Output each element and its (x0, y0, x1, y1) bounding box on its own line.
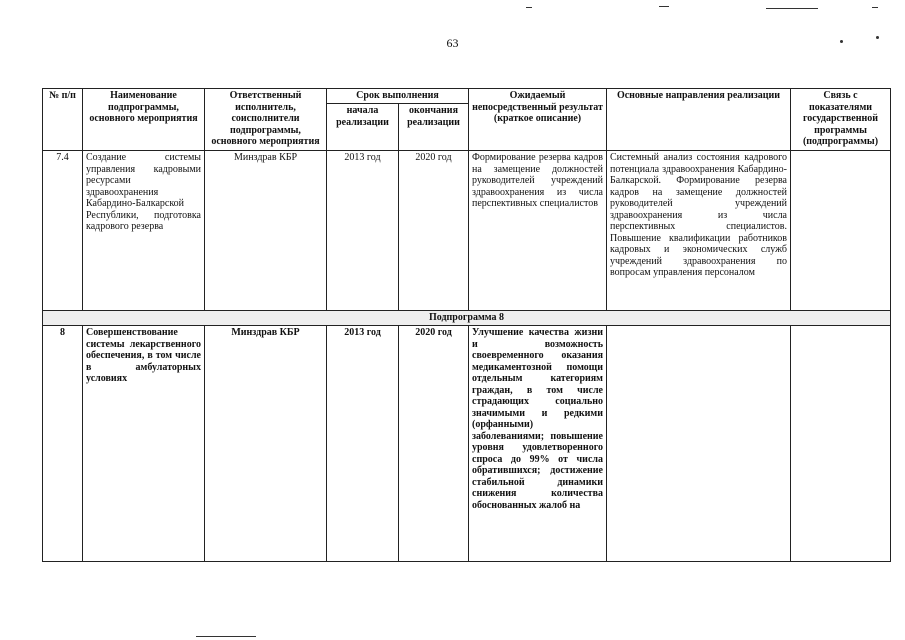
scan-mark (526, 7, 532, 8)
row-responsible: Минздрав КБР (205, 151, 327, 311)
scan-mark (659, 6, 669, 7)
row-num: 7.4 (43, 151, 83, 311)
header-name: Наименование подпрограммы, основного мероприятия (83, 89, 205, 151)
row-start: 2013 год (327, 326, 399, 562)
scan-dot (876, 36, 879, 39)
header-responsible: Ответственный исполнитель, соисполнители подпрограммы, основного мероприятия (205, 89, 327, 151)
program-table (42, 88, 891, 562)
row-link (791, 326, 891, 562)
row-end: 2020 год (399, 151, 469, 311)
row-start: 2013 год (327, 151, 399, 311)
row-num: 8 (43, 326, 83, 562)
header-start: начала реализации (327, 104, 399, 151)
row-directions: Системный анализ состояния кадрового потенциала здравоохранения Кабардино-Балкарской. Формирование резерва кадров на замещение должностей руководителей учреждений здравоохранения из числа перспективных специалистов. Повышение квалификации работников кадровых и экономических служб учреждений здравоохранения по вопросам управления персоналом (607, 151, 791, 311)
header-deadline: Срок выполнения (327, 89, 469, 104)
header-directions: Основные направления реализации (607, 89, 791, 151)
scan-dot (840, 40, 843, 43)
row-link (791, 151, 891, 311)
subprogram-title: Подпрограмма 8 (43, 311, 891, 326)
row-name: Создание системы управления кадровыми ресурсами здравоохранения Кабардино-Балкарской Республики, подготовка кадрового резерва (83, 151, 205, 311)
scan-mark (872, 7, 878, 8)
scan-mark (766, 8, 818, 9)
row-responsible: Минздрав КБР (205, 326, 327, 562)
row-directions (607, 326, 791, 562)
page-number: 63 (446, 36, 459, 50)
table-row (43, 151, 891, 311)
header-link: Связь с показателями государственной программы (подпрограммы) (791, 89, 891, 151)
subprogram-row (43, 311, 891, 326)
header-num: № п/п (43, 89, 83, 151)
row-name: Совершенствование системы лекарственного обеспечения, в том числе в амбулаторных условиях (83, 326, 205, 562)
header-result: Ожидаемый непосредственный результат (краткое описание) (469, 89, 607, 151)
scan-mark (196, 636, 256, 637)
row-result: Формирование резерва кадров на замещение должностей руководителей учреждений здравоохранения из числа перспективных специалистов (469, 151, 607, 311)
row-result: Улучшение качества жизни и возможность своевременного оказания медикаментозной помощи отдельным категориям граждан, в том числе страдающих социально значимыми и редкими (орфанными) заболеваниями; повышение уровня удовлетворенного спроса до 99% от числа обратившихся; достижение стабильной динамики снижения количества обоснованных жалоб на (469, 326, 607, 562)
table-row (43, 326, 891, 562)
row-end: 2020 год (399, 326, 469, 562)
header-end: окончания реализации (399, 104, 469, 151)
